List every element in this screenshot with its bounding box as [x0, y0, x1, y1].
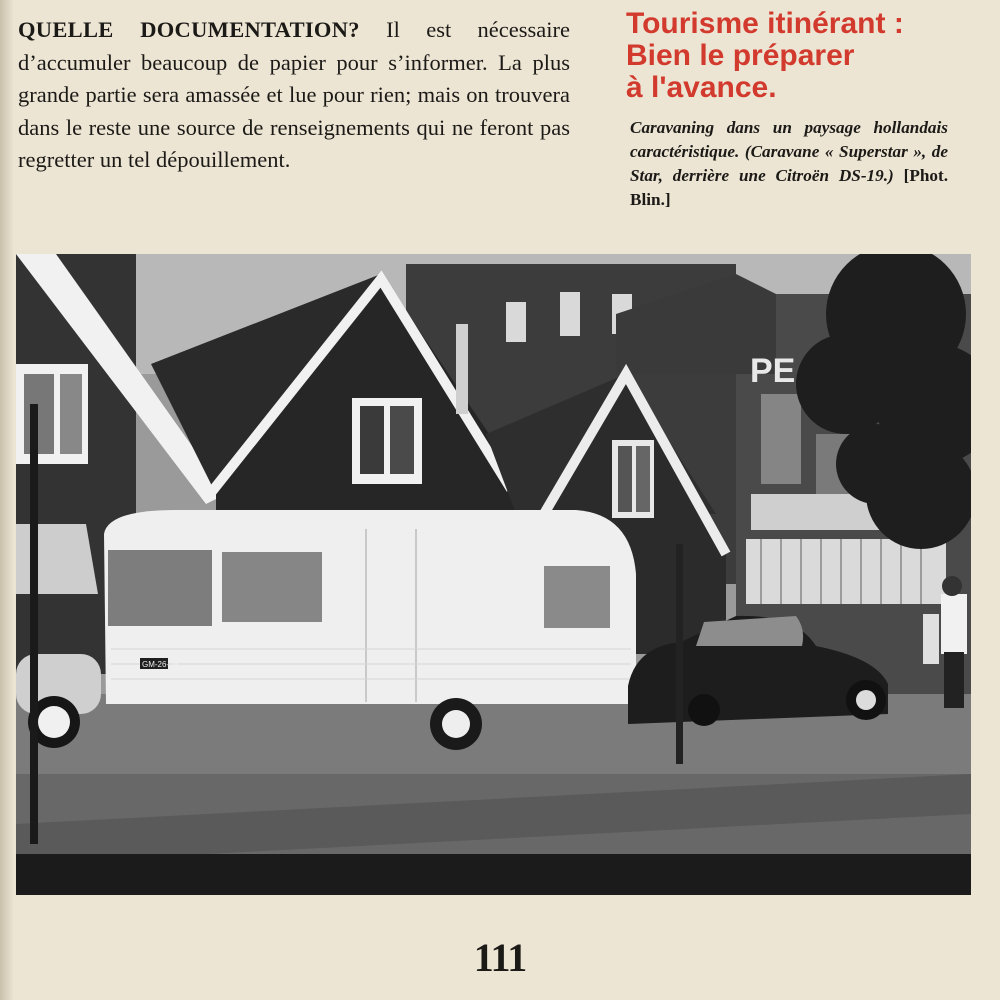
canal [16, 854, 971, 895]
shop-sign: PE [750, 352, 796, 390]
caption-description: Caravaning dans un paysage hollandais caractéristique. (Caravane « Superstar », de Star, derrière une Citroën DS-19.) [630, 118, 948, 185]
body-paragraph [18, 14, 570, 177]
heading-line-3: à l'avance. [626, 71, 777, 104]
paragraph-lead: QUELLE DOCUMENTATION? [18, 17, 360, 42]
photo-credit: [Phot. Blin.] [630, 166, 948, 209]
page-edge-shadow [0, 0, 14, 1000]
paragraph-text: Il est nécessaire d’accumuler beaucoup de papier pour s’informer. La plus grande partie sera amassée et lue pour rien; mais on trouvera dans le reste une source de renseignements qui ne feront pas regretter un tel dépouillement. [18, 17, 570, 172]
photo-caption [630, 116, 948, 212]
heading-line-2: Bien le préparer [626, 39, 855, 72]
heading-line-1: Tourisme itinérant : [626, 7, 904, 40]
licence-plate: GM-26-28 [142, 660, 179, 669]
striped-awning [16, 524, 98, 594]
page-number: 111 [473, 935, 527, 980]
photo-illustration [16, 254, 971, 895]
section-heading [626, 8, 996, 104]
photograph [16, 254, 971, 895]
